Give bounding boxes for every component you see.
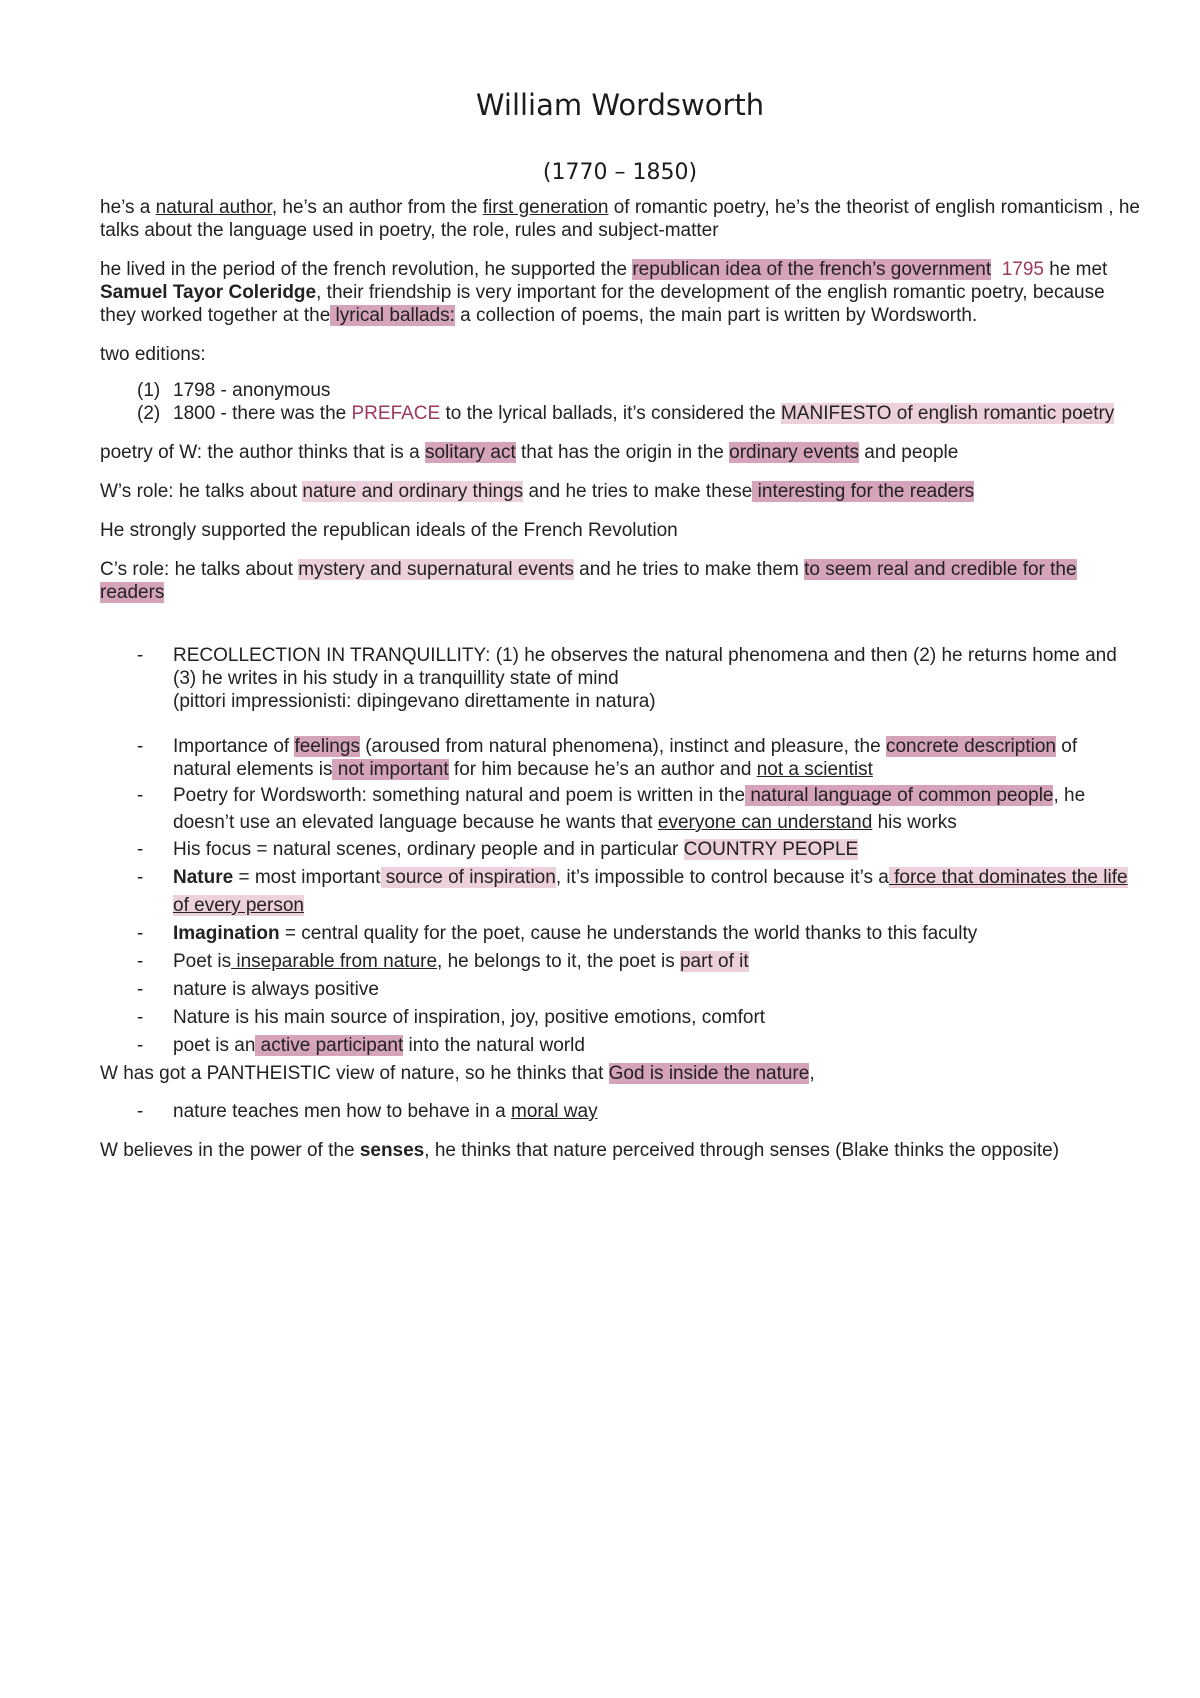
senses-paragraph [100,1139,1140,1162]
highlighted-text: nature and ordinary things [302,481,524,502]
highlighted-text: mystery and supernatural events [298,559,574,580]
text: Importance of [173,736,295,757]
text: and he tries to make them [573,559,805,580]
underlined-text: everyone can understand [657,812,873,833]
text: , it’s impossible to control because it’s a [555,867,889,888]
highlighted-text: force that dominates the life of every person [173,867,1128,916]
list-item [100,1004,1140,1032]
text: His focus = natural scenes, ordinary people and in particular [173,839,684,860]
text: poet is an [173,1035,256,1056]
list-number: (2) [137,403,161,424]
highlighted-text: natural language of common people [745,785,1054,806]
list-item [100,1032,1140,1060]
text: poetry of W: the author thinks that is a [100,442,425,463]
intro-paragraph [100,196,1140,242]
highlighted-text: republican idea of the french’s government [632,259,992,280]
page-title: William Wordsworth [475,88,765,122]
life-dates: (1770 – 1850) [542,160,698,185]
underlined-text: first generation [482,197,609,218]
text: , [809,1063,815,1084]
list-item [100,920,1140,948]
text: (pittori impressionisti: dipingevano direttamente in natura) [173,691,656,712]
editions-list [100,379,1140,425]
text: Poet is [173,951,232,972]
text: and he tries to make these [523,481,753,502]
spacer [100,604,1140,644]
text: RECOLLECTION IN TRANQUILLITY: (1) he observes the natural phenomena and then (2) he returns home and (3) he writes in his study in a tranquillity state of mind [173,645,1117,689]
dash-marker: - [137,785,144,806]
republican-paragraph: He strongly supported the republican ideals of the French Revolution [100,520,678,541]
bold-text: Samuel Tayor Coleridge [100,282,317,303]
text: of romantic poetry, he’s the theorist of english romanticism , he talks about the language used in poetry, the role, rules and subject-matter [100,197,1140,241]
underlined-text: natural author [155,197,272,218]
text: of natural elements is [173,736,1078,780]
dash-marker: - [137,923,144,944]
highlighted-text: ordinary events [729,442,860,463]
text: , their friendship is very important for the development of the english romantic poetry, because they worked together at the [100,282,1105,326]
text: , he belongs to it, the poet is [437,951,680,972]
spacer [100,713,1140,735]
underlined-text: moral way [511,1101,598,1122]
list-item [100,402,1140,425]
list-number: (1) [137,380,161,401]
features-list [100,735,1140,836]
text: he met [1043,259,1108,280]
underlined-text: not a scientist [756,759,873,780]
highlighted-text: to seem real and credible for the readers [100,559,1077,603]
text: C’s role: he talks about [100,559,299,580]
highlighted-text: not important [332,759,449,780]
text: Poetry for Wordsworth: something natural and poem is written in the [173,785,746,806]
text: his works [872,812,957,833]
highlighted-text: lyrical ballads: [330,305,455,326]
editions-label: two editions: [100,344,206,365]
list-item [100,644,1140,713]
highlighted-text: active participant [255,1035,404,1056]
w-role-paragraph [100,480,1140,503]
list-item [100,1100,1140,1123]
pantheistic-paragraph [100,1060,1140,1088]
text: that has the origin in the [515,442,730,463]
text: and people [859,442,959,463]
highlighted-text: part of it [679,951,749,972]
poetry-paragraph [100,441,1140,464]
text: into the natural world [403,1035,585,1056]
revolution-paragraph [100,258,1140,327]
recollection-list [100,644,1140,713]
text: Nature is his main source of inspiration, joy, positive emotions, comfort [173,1007,766,1028]
year-text: 1795 [1001,259,1044,280]
bold-text: Nature [173,867,234,888]
highlighted-text: feelings [294,736,360,757]
dash-marker: - [137,645,144,666]
moral-list [100,1100,1140,1123]
highlighted-text: solitary act [424,442,516,463]
highlighted-text: MANIFESTO of english romantic poetry [780,403,1115,424]
text: 1798 - anonymous [173,380,331,401]
highlighted-text: God is inside the nature [608,1063,810,1084]
dash-marker: - [137,736,144,757]
list-item [100,864,1140,920]
dash-marker: - [137,951,144,972]
body-text [100,196,1140,1162]
list-item [100,836,1140,864]
list-item [100,948,1140,976]
text: = central quality for the poet, cause he understands the world thanks to this faculty [279,923,978,944]
highlighted-text: interesting for the readers [752,481,975,502]
list-item [100,735,1140,781]
text: = most important [233,867,381,888]
dash-marker: - [137,839,144,860]
text: , he’s an author from the [271,197,483,218]
text: he’s a [100,197,156,218]
bold-text: senses [359,1140,425,1161]
highlighted-text: source of inspiration [380,867,556,888]
list-item [100,782,1140,836]
text: , he doesn’t use an elevated language because he wants that [173,785,1086,833]
bold-text: Imagination [173,923,280,944]
dash-marker: - [137,1007,144,1028]
text: W believes in the power of the [100,1140,360,1161]
list-item [100,976,1140,1004]
highlighted-text: concrete description [885,736,1056,757]
c-role-paragraph [100,558,1140,604]
text: (aroused from natural phenomena), instinct and pleasure, the [359,736,886,757]
dash-marker: - [137,867,144,888]
text: nature teaches men how to behave in a [173,1101,512,1122]
dash-marker: - [137,1035,144,1056]
text: , he thinks that nature perceived through senses (Blake thinks the opposite) [424,1140,1060,1161]
text: 1800 - there was the [173,403,352,424]
accent-text: PREFACE [351,403,441,424]
text: he lived in the period of the french revolution, he supported the [100,259,633,280]
dash-marker: - [137,979,144,1000]
text: W has got a PANTHEISTIC view of nature, so he thinks that [100,1063,609,1084]
text: nature is always positive [173,979,379,1000]
highlighted-text: COUNTRY PEOPLE [683,839,859,860]
text: a collection of poems, the main part is written by Wordsworth. [454,305,978,326]
text: for him because he’s an author and [448,759,757,780]
dash-marker: - [137,1101,144,1122]
text: W’s role: he talks about [100,481,303,502]
text: to the lyrical ballads, it’s considered the [440,403,781,424]
features-list-continued [100,836,1140,1060]
list-item [100,379,1140,402]
underlined-text: inseparable from nature [231,951,438,972]
